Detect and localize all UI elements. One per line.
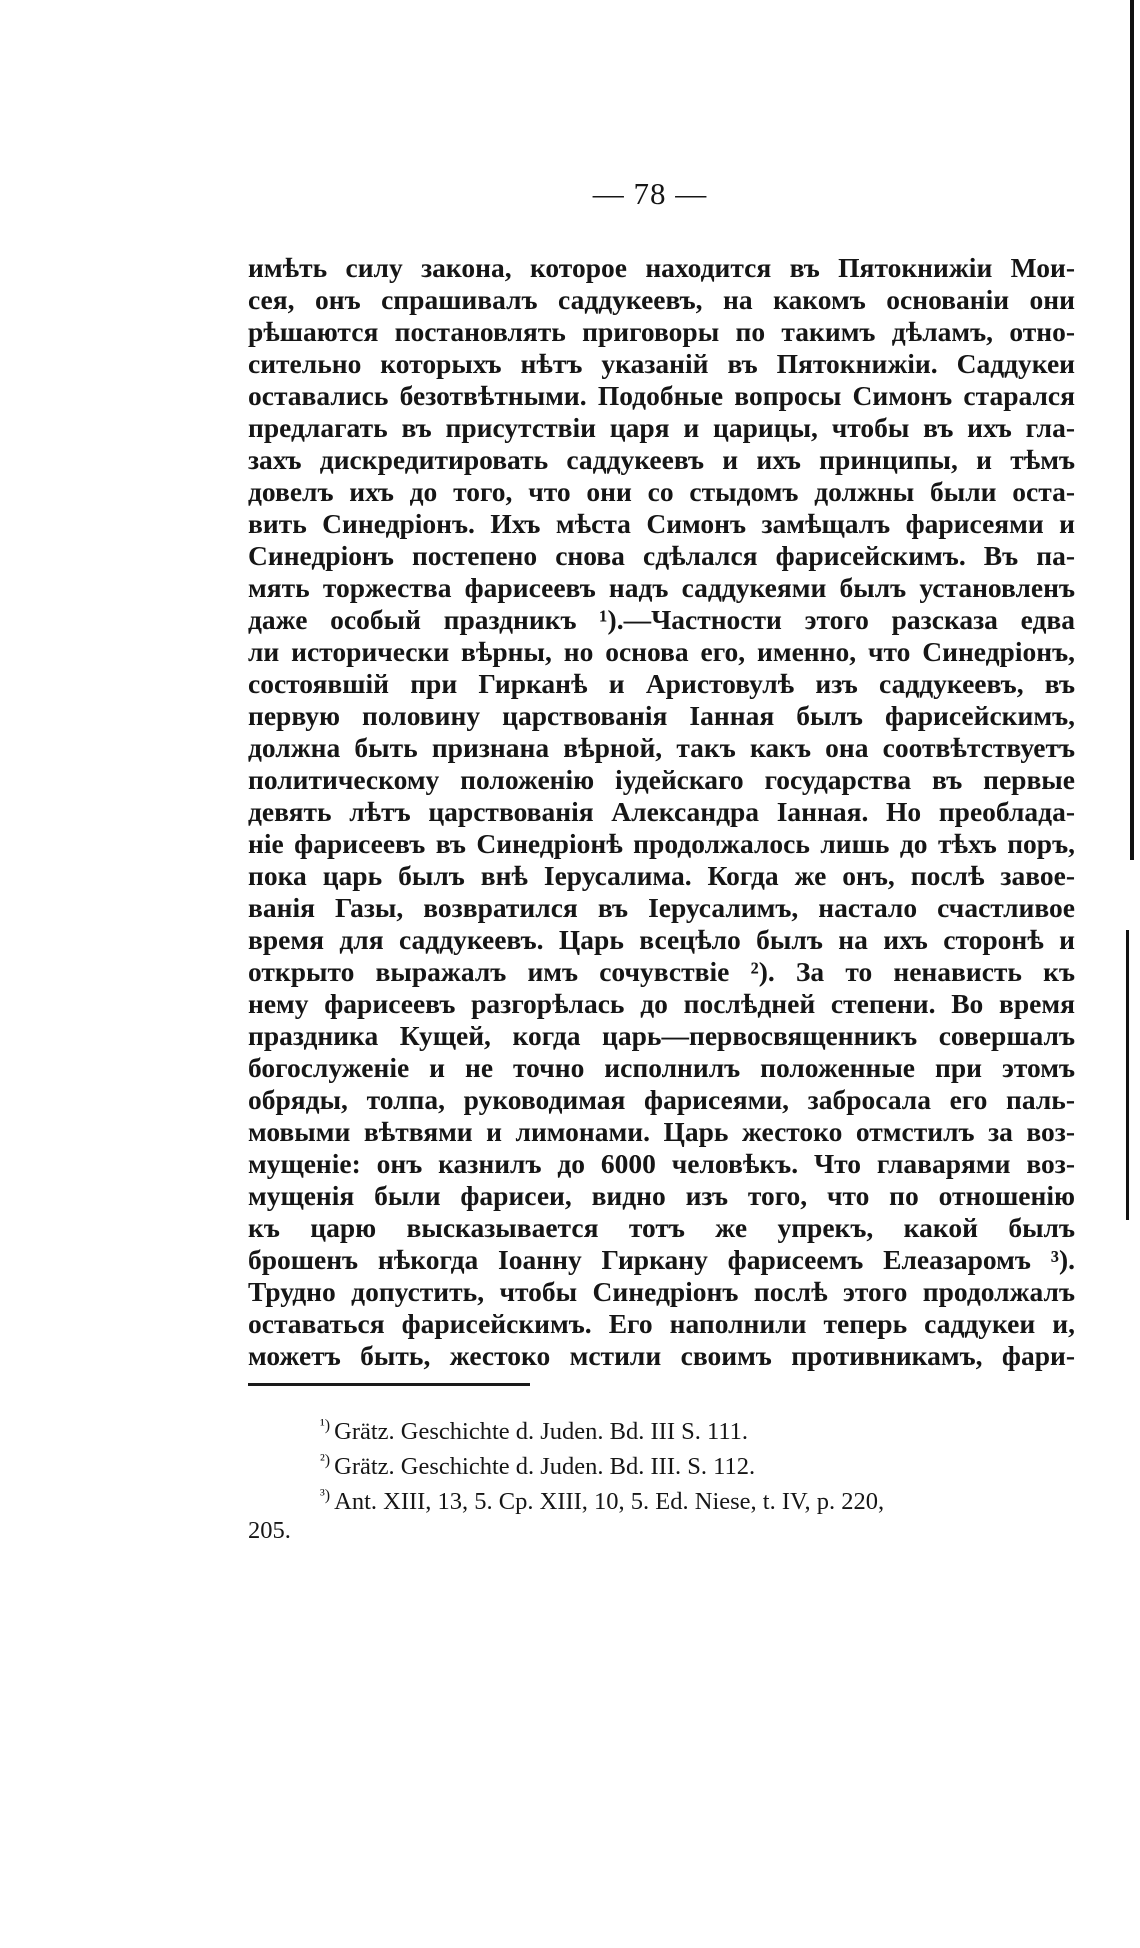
right-edge-bar — [1130, 0, 1134, 860]
right-edge-bar-lower — [1126, 930, 1129, 1220]
footnote-mark: ³) — [320, 1487, 331, 1504]
text-line: вить Синедріонъ. Ихъ мѣста Симонъ замѣщалъ фарисеями и — [248, 508, 1075, 539]
text-line: политическому положенію іудейскаго государства въ первые — [248, 764, 1075, 795]
footnote-text: Grätz. Geschichte d. Juden. Bd. III S. 111. — [334, 1418, 749, 1445]
footnote-3 — [248, 1478, 1075, 1513]
text-line: открыто выражалъ имъ сочувствіе ²). За то ненависть къ — [248, 956, 1075, 987]
text-line: состоявшій при Гирканѣ и Аристовулѣ изъ саддукеевъ, въ — [248, 668, 1075, 699]
text-line: сея, онъ спрашивалъ саддукеевъ, на какомъ основаніи они — [248, 284, 1075, 315]
footnote-text: Ant. XIII, 13, 5. Cp. XIII, 10, 5. Ed. Niese, t. IV, p. 220, — [334, 1488, 885, 1515]
footnote-1 — [248, 1408, 1075, 1443]
text-line: праздника Кущей, когда царь—первосвященникъ совершалъ — [248, 1020, 1075, 1051]
footnote-separator — [248, 1383, 530, 1386]
text-line: обряды, толпа, руководимая фарисеями, забросала его паль- — [248, 1084, 1075, 1115]
text-line: Синедріонъ постепено снова сдѣлался фарисейскимъ. Въ па- — [248, 540, 1075, 571]
text-line: девять лѣтъ царствованія Александра Іанная. Но преоблада- — [248, 796, 1075, 827]
text-line: рѣшаются постановлять приговоры по такимъ дѣламъ, отно- — [248, 316, 1075, 347]
text-line: предлагать въ присутствіи царя и царицы, чтобы въ ихъ гла- — [248, 412, 1075, 443]
text-line: должна быть признана вѣрной, такъ какъ она соотвѣтствуетъ — [248, 732, 1075, 763]
footnote-text: Grätz. Geschichte d. Juden. Bd. III. S. 112. — [334, 1453, 756, 1480]
text-line: мущенія были фарисеи, видно изъ того, что по отношенію — [248, 1180, 1075, 1211]
text-line: даже особый праздникъ ¹).—Частности этого разсказа едва — [248, 604, 1075, 635]
page-number: — 78 — — [592, 176, 708, 211]
text-line: къ царю высказывается тотъ же упрекъ, какой былъ — [248, 1212, 1075, 1243]
text-line: брошенъ нѣкогда Іоанну Гиркану фарисеемъ Елеазаромъ ³). — [248, 1244, 1075, 1275]
text-line: Трудно допустить, чтобы Синедріонъ послѣ этого продолжалъ — [248, 1276, 1075, 1307]
text-line: ванія Газы, возвратился въ Іерусалимъ, настало счастливое — [248, 892, 1075, 923]
text-line: первую половину царствованія Іанная былъ фарисейскимъ, — [248, 700, 1075, 731]
text-line: мять торжества фарисеевъ надъ саддукеями былъ установленъ — [248, 572, 1075, 603]
text-line: оставались безотвѣтными. Подобные вопросы Симонъ старался — [248, 380, 1075, 411]
footnotes — [248, 1408, 1075, 1548]
text-line: можетъ быть, жестоко мстили своимъ противникамъ, фари- — [248, 1340, 1075, 1371]
footnote-mark: ¹) — [320, 1417, 331, 1434]
body-text — [248, 252, 1075, 1372]
text-line: имѣть силу закона, которое находится въ Пятокнижіи Мои- — [248, 252, 1075, 283]
text-line: пока царь былъ внѣ Іерусалима. Когда же онъ, послѣ завое- — [248, 860, 1075, 891]
text-line: сительно которыхъ нѣтъ указаній въ Пятокнижіи. Саддукеи — [248, 348, 1075, 379]
footnote-3-continuation: 205. — [248, 1517, 291, 1544]
text-line: мущеніе: онъ казнилъ до 6000 человѣкъ. Что главарями воз- — [248, 1148, 1075, 1179]
text-line: захъ дискредитировать саддукеевъ и ихъ принципы, и тѣмъ — [248, 444, 1075, 475]
text-line: нему фарисеевъ разгорѣлась до послѣдней степени. Во время — [248, 988, 1075, 1019]
text-line: время для саддукеевъ. Царь всецѣло былъ на ихъ сторонѣ и — [248, 924, 1075, 955]
text-line: ніе фарисеевъ въ Синедріонѣ продолжалось лишь до тѣхъ поръ, — [248, 828, 1075, 859]
footnote-mark: ²) — [320, 1452, 331, 1469]
text-line: оставаться фарисейскимъ. Его наполнили теперь саддукеи и, — [248, 1308, 1075, 1339]
text-line: довелъ ихъ до того, что они со стыдомъ должны были оста- — [248, 476, 1075, 507]
text-line: ли исторически вѣрны, но основа его, именно, что Синедріонъ, — [248, 636, 1075, 667]
text-line: мовыми вѣтвями и лимонами. Царь жестоко отмстилъ за воз- — [248, 1116, 1075, 1147]
text-line: богослуженіе и не точно исполнилъ положенные при этомъ — [248, 1052, 1075, 1083]
footnote-2 — [248, 1443, 1075, 1478]
